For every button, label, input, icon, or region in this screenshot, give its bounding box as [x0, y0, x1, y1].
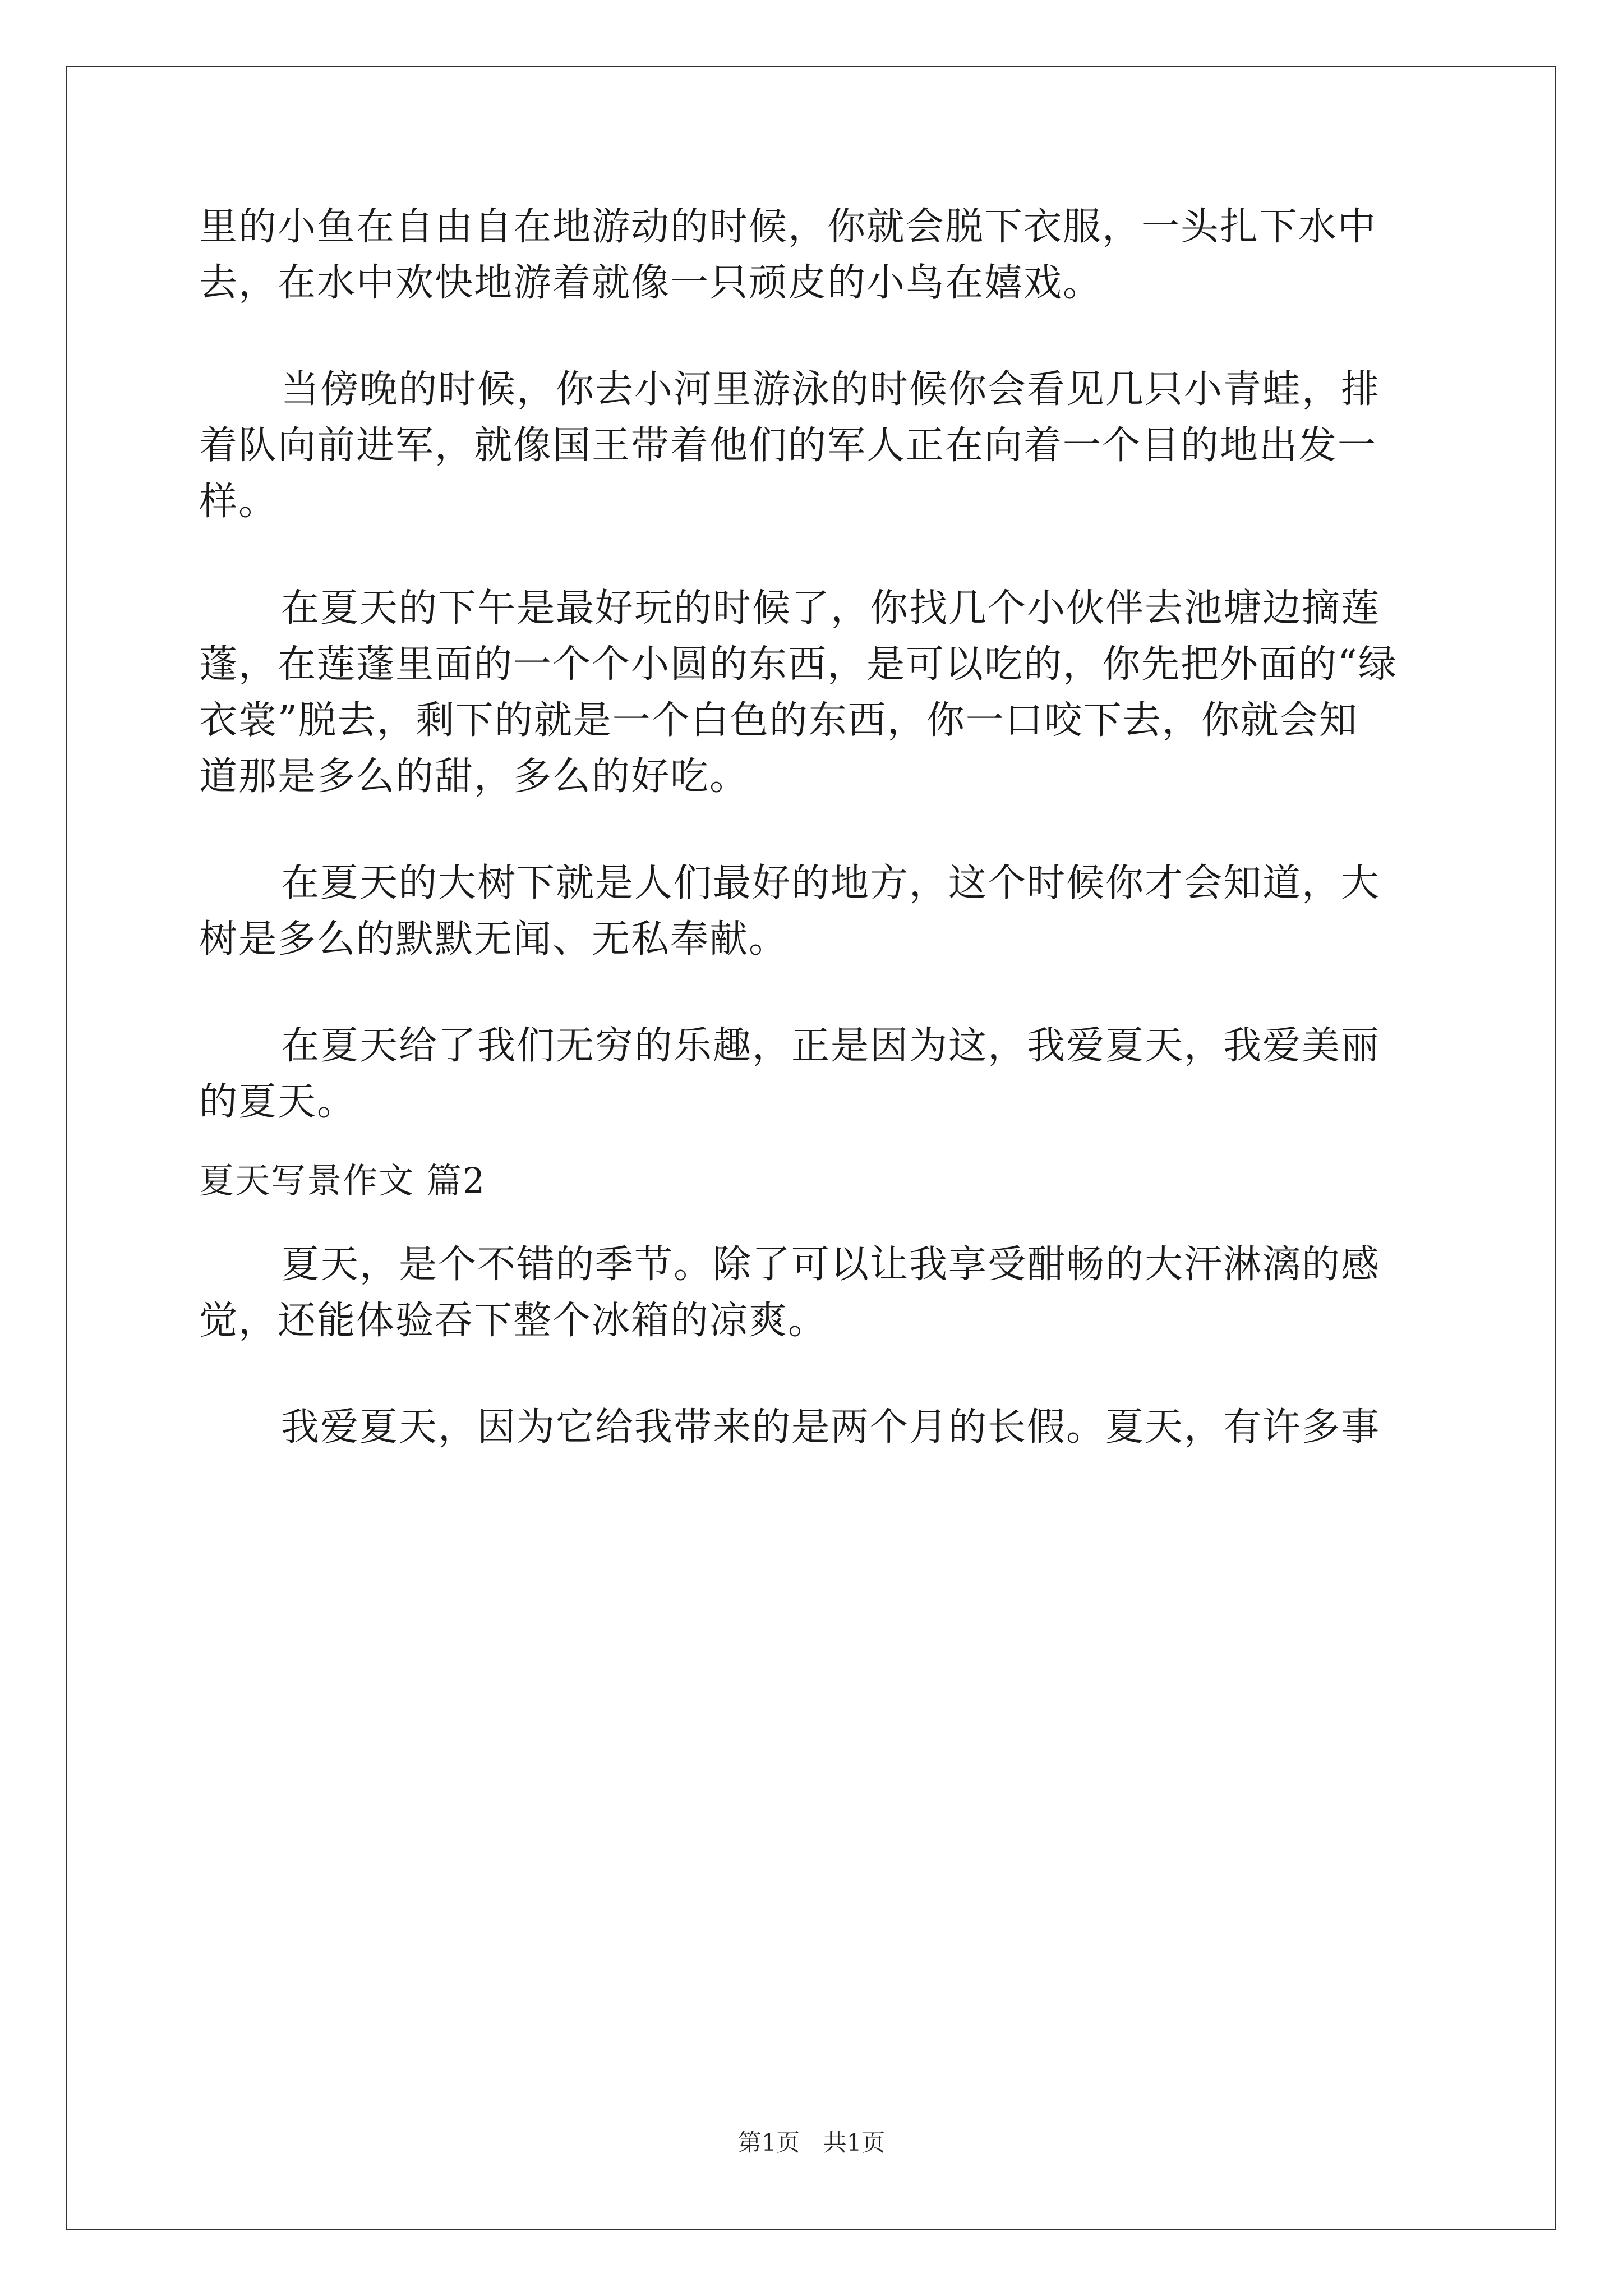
page-number-total: 共1页 [823, 2129, 886, 2156]
document-body [199, 199, 1426, 1506]
text-line: 蓬，在莲蓬里面的一个个小圆的东西，是可以吃的，你先把外面的“绿 [199, 642, 1398, 687]
page-footer [0, 2126, 1623, 2160]
text-line: 着队向前进军，就像国王带着他们的军人正在向着一个目的地出发一 [199, 424, 1377, 468]
section-heading: 夏天写景作文 篇2 [199, 1160, 486, 1201]
text-line: 当傍晚的时候，你去小河里游泳的时候你会看见几只小青蛙，排 [281, 367, 1381, 412]
text-line: 去，在水中欢快地游着就像一只顽皮的小鸟在嬉戏。 [199, 261, 1103, 305]
paragraph [199, 362, 1426, 530]
text-line: 我爱夏天，因为它给我带来的是两个月的长假。夏天，有许多事 [281, 1405, 1381, 1450]
paragraph [199, 1237, 1426, 1349]
paragraph [199, 1400, 1426, 1456]
text-line: 在夏天的大树下就是人们最好的地方，这个时候你才会知道，大 [281, 861, 1381, 905]
page-number-current: 第1页 [737, 2129, 800, 2156]
paragraph [199, 855, 1426, 968]
text-line: 在夏天给了我们无穷的乐趣，正是因为这，我爱夏天，我爱美丽 [281, 1024, 1381, 1068]
paragraph [199, 581, 1426, 805]
text-line: 在夏天的下午是最好玩的时候了，你找几个小伙伴去池塘边摘莲 [281, 586, 1381, 631]
text-line: 树是多么的默默无闻、无私奉献。 [199, 917, 789, 961]
paragraph [199, 1018, 1426, 1130]
text-line: 道那是多么的甜，多么的好吃。 [199, 754, 749, 799]
text-line: 样。 [199, 480, 278, 524]
text-line: 的夏天。 [199, 1080, 357, 1124]
text-line: 夏天，是个不错的季节。除了可以让我享受酣畅的大汗淋漓的感 [281, 1243, 1381, 1287]
text-line: 里的小鱼在自由自在地游动的时候，你就会脱下衣服，一头扎下水中 [199, 205, 1377, 249]
text-line: 觉，还能体验吞下整个冰箱的凉爽。 [199, 1299, 828, 1343]
paragraph [199, 199, 1426, 311]
text-line: 衣裳”脱去，剩下的就是一个白色的东西，你一口咬下去，你就会知 [199, 698, 1358, 743]
